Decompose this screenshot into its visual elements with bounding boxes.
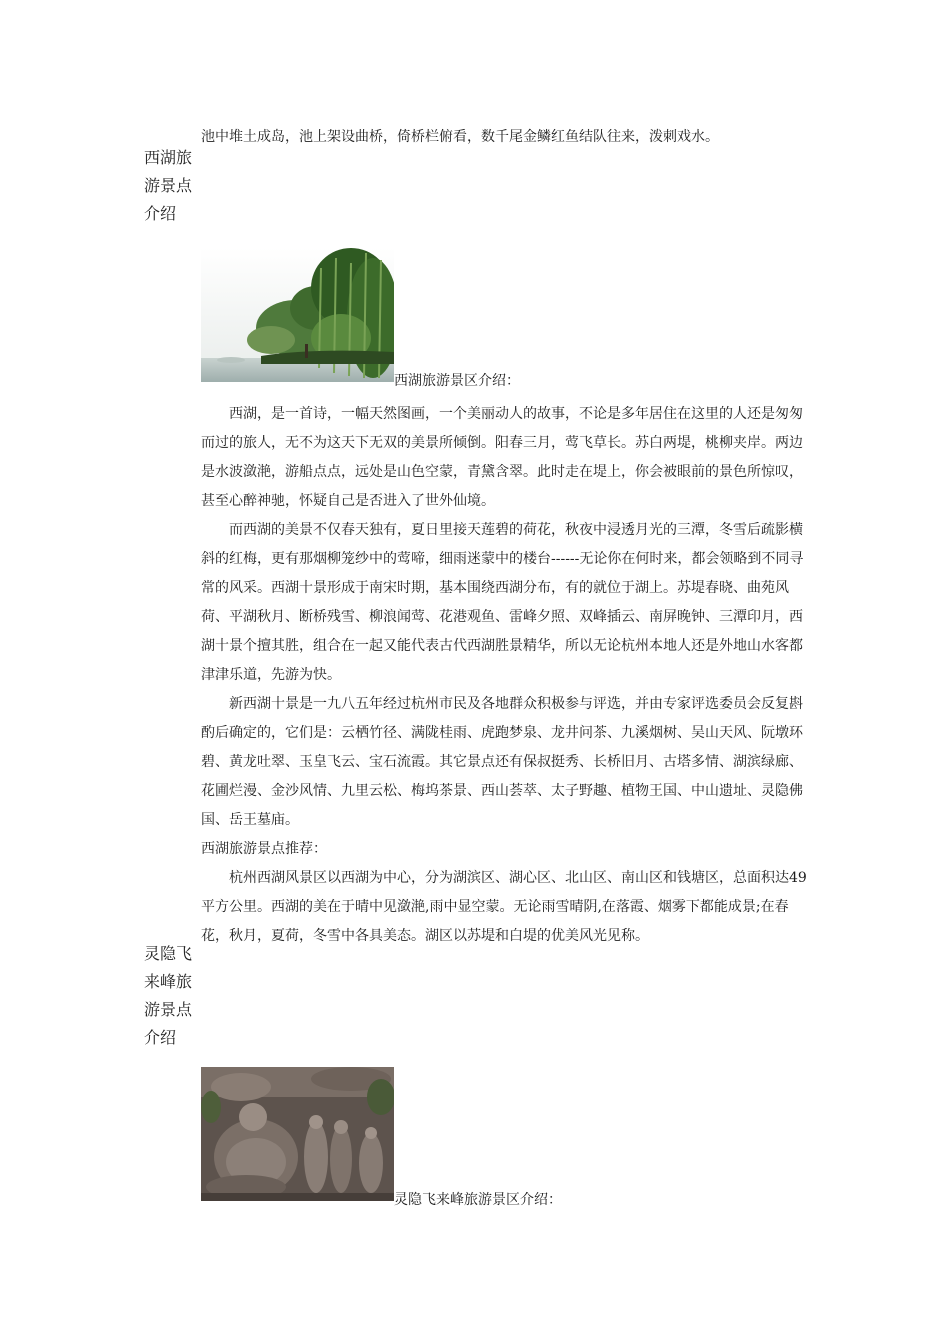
body-paragraph: 西湖，是一首诗，一幅天然图画，一个美丽动人的故事，不论是多年居住在这里的人还是匆匆而过的旅人，无不为这天下无双的美景所倾倒。阳春三月，莺飞草长。苏白两堤，桃柳夹岸。两边是水波潋滟，游船点点，远处是山色空蒙，青黛含翠。此时走在堤上，你会被眼前的景色所惊叹，甚至心醉神驰，怀疑自己是否进入了世外仙境。 — [201, 406, 803, 509]
body-paragraph: 新西湖十景是一九八五年经过杭州市民及各地群众积极参与评选，并由专家评选委员会反复斟酌后确定的，它们是：云栖竹径、满陇桂雨、虎跑梦泉、龙井问茶、九溪烟树、吴山天风、阮墩环碧、黄龙吐翠、玉皇飞云、宝石流霞。其它景点还有保叔挺秀、长桥旧月、古塔多情、湖滨绿廊、花圃烂漫、金沙风情、九里云松、梅坞茶景、西山荟萃、太子野趣、植物王国、中山遗址、灵隐佛国、岳王墓庙。 — [201, 696, 803, 828]
westlake-body — [201, 400, 811, 951]
photo-caption-lingyin: 灵隐飞来峰旅游景区介绍： — [394, 1192, 562, 1208]
section-heading-lingyin: 灵隐飞来峰旅游景点介绍 — [144, 944, 193, 1047]
photo-caption-westlake: 西湖旅游景区介绍： — [394, 373, 520, 389]
recommend-paragraph: 杭州西湖风景区以西湖为中心，分为湖滨区、湖心区、北山区、南山区和钱塘区，总面积达49平方公里。西湖的美在于晴中见潋滟,雨中显空蒙。无论雨雪晴阴,在落霞、烟雾下都能成景;在春花，秋月，夏荷，冬雪中各具美态。湖区以苏堤和白堤的优美风光见称。 — [201, 870, 807, 944]
section-heading-westlake: 西湖旅游景点介绍 — [144, 148, 193, 223]
buddha-rock-carving-photo — [201, 1067, 394, 1201]
recommend-label: 西湖旅游景点推荐： — [201, 841, 327, 857]
lake-willow-photo — [201, 248, 394, 382]
top-line: 池中堆土成岛，池上架设曲桥，倚桥栏俯看，数千尾金鳞红鱼结队往来，泼刺戏水。 — [201, 129, 719, 145]
body-paragraph: 而西湖的美景不仅春天独有，夏日里接天莲碧的荷花，秋夜中浸透月光的三潭，冬雪后疏影横斜的红梅，更有那烟柳笼纱中的莺啼，细雨迷蒙中的楼台------无论你在何时来，都会领略到不同寻常的风采。西湖十景形成于南宋时期，基本围绕西湖分布，有的就位于湖上。苏堤春晓、曲苑风荷、平湖秋月、断桥残雪、柳浪闻莺、花港观鱼、雷峰夕照、双峰插云、南屏晚钟、三潭印月，西湖十景个擅其胜，组合在一起又能代表古代西湖胜景精华，所以无论杭州本地人还是外地山水客都津津乐道，先游为快。 — [201, 522, 804, 683]
